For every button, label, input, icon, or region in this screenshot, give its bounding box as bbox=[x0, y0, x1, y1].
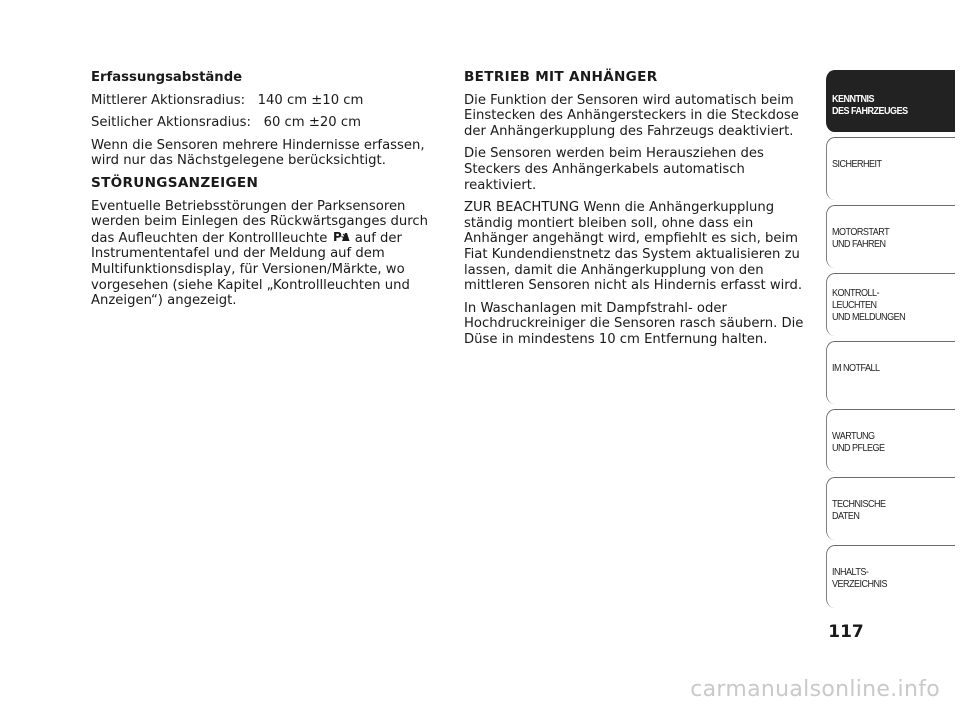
right-column bbox=[464, 70, 806, 355]
section-title-faults: STÖRUNGSANZEIGEN bbox=[91, 174, 259, 191]
tab-label-line: DATEN bbox=[832, 510, 860, 522]
tab-label-line: UND FAHREN bbox=[832, 238, 886, 250]
tab-label-line: UND PFLEGE bbox=[832, 442, 885, 454]
tab-technische-daten[interactable] bbox=[826, 477, 955, 540]
range-label: Mittlerer Aktionsradius: bbox=[91, 92, 246, 108]
range-label: Seitlicher Aktionsradius: bbox=[91, 115, 251, 131]
range-value: 140 cm ±10 cm bbox=[257, 92, 364, 108]
tab-sicherheit[interactable] bbox=[826, 137, 955, 200]
tab-kenntnis-des-fahrzeuges[interactable] bbox=[826, 70, 955, 132]
tab-label-line: KENNTNIS bbox=[832, 93, 875, 105]
tab-im-notfall[interactable] bbox=[826, 341, 955, 404]
range-row bbox=[91, 115, 443, 131]
paragraph-trailer: Die Sensoren werden beim Herausziehen des Steckers des Anhängerkabels automatisch reaktiviert. bbox=[464, 146, 764, 193]
tab-label-line: UND MELDUNGEN bbox=[832, 311, 906, 323]
tab-kontroll-leuchten-und-meldungen[interactable] bbox=[826, 273, 955, 336]
tab-label-line: IM NOTFALL bbox=[832, 362, 880, 374]
paragraph-trailer: In Waschanlagen mit Dampfstrahl- oder Hochdruckreiniger die Sensoren rasch säubern. Die Düse in mindestens 10 cm Entfernung halten. bbox=[464, 300, 804, 347]
chapter-sidebar bbox=[826, 70, 960, 613]
tab-motorstart-und-fahren[interactable] bbox=[826, 205, 955, 268]
tab-label-line: DES FAHRZEUGES bbox=[832, 105, 908, 117]
parking-sensor-lamp-icon bbox=[333, 230, 350, 243]
tab-label-line: SICHERHEIT bbox=[832, 158, 882, 170]
tab-label-line: MOTORSTART bbox=[832, 226, 890, 238]
range-row bbox=[91, 93, 443, 109]
tab-label-line: KONTROLL- bbox=[832, 287, 880, 299]
tab-inhaltsverzeichnis[interactable] bbox=[826, 545, 955, 608]
paragraph-multiple-obstacles: Wenn die Sensoren mehrere Hindernisse erfassen, wird nur das Nächstgelegene berücksichtigt. bbox=[91, 137, 425, 169]
paragraph-trailer: Die Funktion der Sensoren wird automatisch beim Einstecken des Anhängersteckers in die Steckdose der Anhängerkupplung des Fahrzeugs deaktiviert. bbox=[464, 92, 799, 139]
tab-wartung-und-pflege[interactable] bbox=[826, 409, 955, 472]
range-value: 60 cm ±20 cm bbox=[263, 115, 361, 131]
left-column bbox=[91, 70, 443, 316]
tab-label-line: VERZEICHNIS bbox=[832, 578, 888, 590]
fault-text-before: Eventuelle Betriebsstörungen der Parksensoren werden beim Einlegen des Rückwärtsganges durch das Aufleuchten der Kontrollleuchte bbox=[91, 198, 428, 246]
svg-text:P: P bbox=[332, 229, 342, 243]
paragraph-trailer: ZUR BEACHTUNG Wenn die Anhängerkupplung ständig montiert bleiben soll, ohne dass ein Anhänger angehängt wird, empfiehlt es sich, beim Fiat Kundendienstnetz das System aktualisieren zu lassen, damit die Anhängerkupplung von den mittleren Sensoren nicht als Hindernis erfasst wird. bbox=[464, 200, 803, 294]
watermark: carmanualsonline.info bbox=[690, 677, 940, 702]
fault-text-after: auf der Instrumententafel und der Meldung auf dem Multifunktionsdisplay, für Versionen/Märkte, wo vorgesehen (siehe Kapitel „Kontrollleuchten und Anzeigen“) angezeigt. bbox=[91, 230, 410, 309]
tab-label-line: LEUCHTEN bbox=[832, 299, 877, 311]
paragraph-faults bbox=[91, 199, 443, 309]
tab-label-line: TECHNISCHE bbox=[832, 498, 886, 510]
subheading-detection-distances: Erfassungsabstände bbox=[91, 70, 243, 85]
tab-label-line: WARTUNG bbox=[832, 430, 875, 442]
page-number: 117 bbox=[828, 622, 864, 642]
section-title-trailer: BETRIEB MIT ANHÄNGER bbox=[464, 69, 658, 85]
tab-label-line: INHALTS- bbox=[832, 566, 869, 578]
